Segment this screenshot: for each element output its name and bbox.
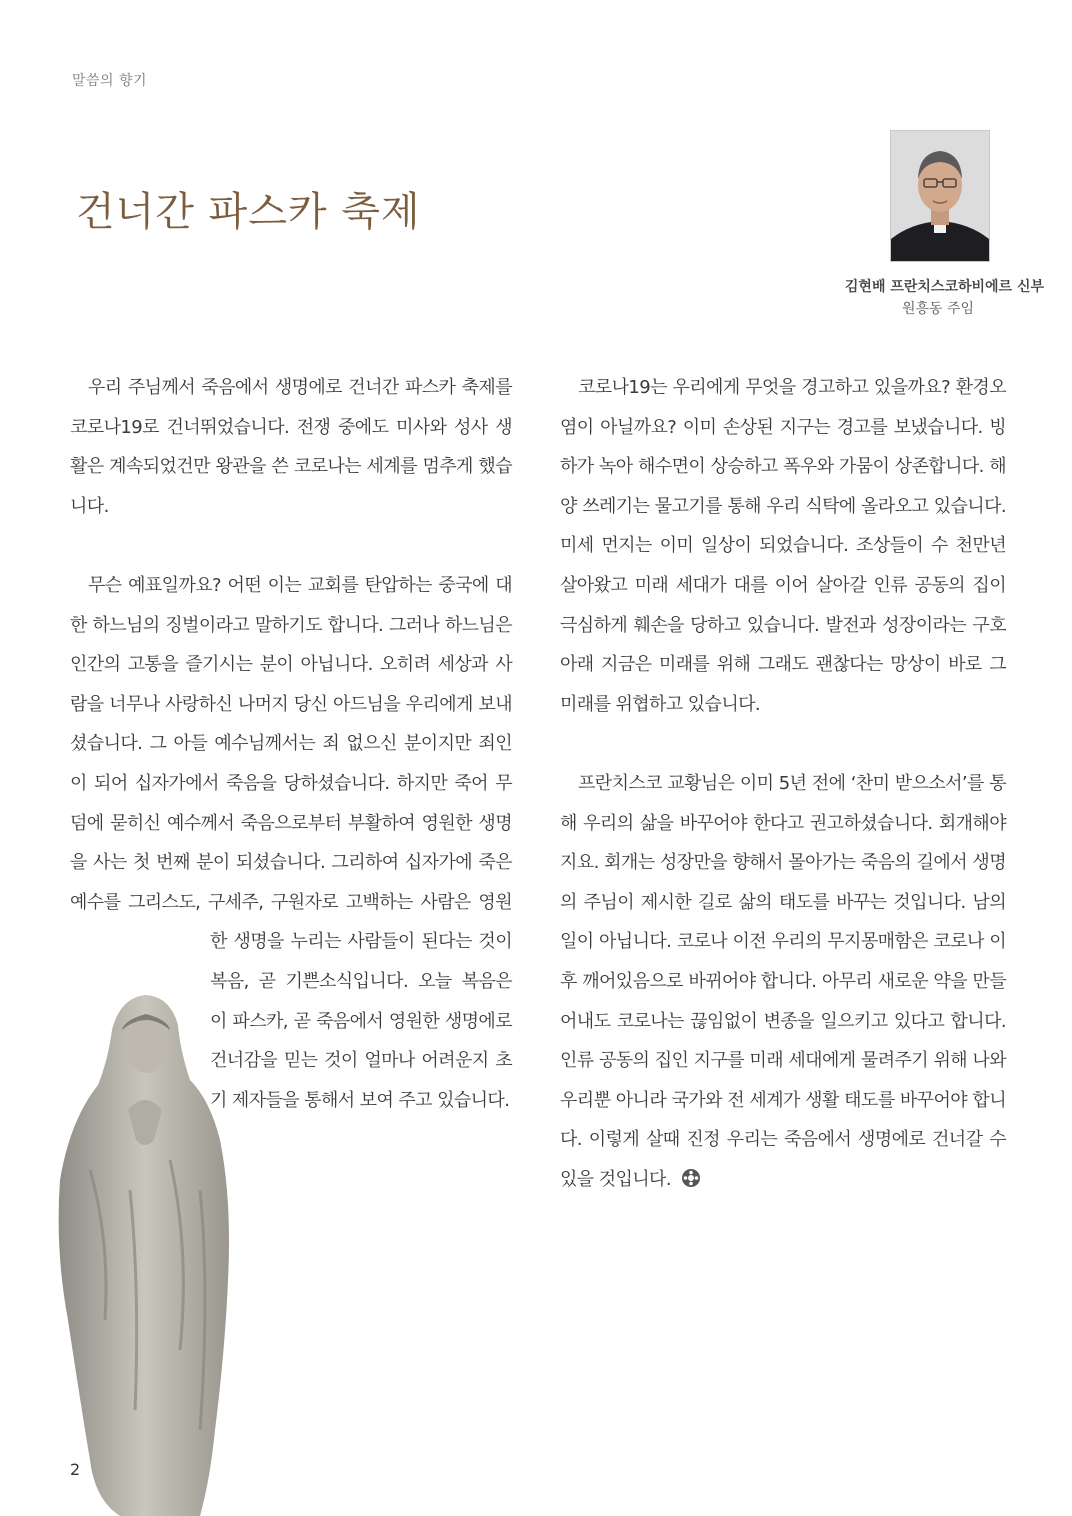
portrait-illustration bbox=[891, 131, 989, 261]
author-role: 원흥동 주임 bbox=[902, 301, 975, 317]
paragraph: 우리 주님께서 죽음에서 생명에로 건너간 파스카 축제를 코로나19로 건너뛰었습니다. 전쟁 중에도 미사와 성사 생활은 계속되었건만 왕관을 쓴 코로나는 세계를 멈추게 했습니다. bbox=[70, 377, 512, 517]
article-column-right bbox=[560, 368, 1006, 1199]
paragraph-text: 프란치스코 교황님은 이미 5년 전에 ‘찬미 받으소서’를 통해 우리의 삶을 바꾸어야 한다고 권고하셨습니다. 회개해야지요. 회개는 성장만을 향해서 몰아가는 죽음의 길에서 생명의 주님이 제시한 길로 삶의 태도를 바꾸는 것입니다. 남의 일이 아닙니다. 코로나 이전 우리의 무지몽매함은 코로나 이후 깨어있음으로 바뀌어야 합니다. 아무리 새로운 약을 만들어내도 코로나는 끊임없이 변종을 일으키고 있다고 합니다. 인류 공동의 집인 지구를 미래 세대에게 물려주기 위해 나와 우리뿐 아니라 국가와 전 세계가 생활 태도를 바꾸어야 합니다. 이렇게 살때 진정 우리는 죽음에서 생명에로 건너갈 수 있을 것입니다. bbox=[560, 772, 1006, 1190]
page-number: 2 bbox=[70, 1460, 81, 1479]
paragraph: 코로나19는 우리에게 무엇을 경고하고 있을까요? 환경오염이 아닐까요? 이미 손상된 지구는 경고를 보냈습니다. 빙하가 녹아 해수면이 상승하고 폭우와 가뭄이 상존합니다. 해양 쓰레기는 물고기를 통해 우리 식탁에 올라오고 있습니다. 미세 먼지는 이미 일상이 되었습니다. 조상들이 수 천만년 살아왔고 미래 세대가 대를 이어 살아갈 인류 공동의 집이 극심하게 훼손을 당하고 있습니다. 발전과 성장이라는 구호 아래 지금은 미래를 위해 그래도 괜찮다는 망상이 바로 그 미래를 위협하고 있습니다. bbox=[560, 377, 1006, 715]
author-name: 김현배 프란치스코하비에르 신부 bbox=[844, 279, 1044, 295]
section-label: 말씀의 향기 bbox=[72, 73, 148, 89]
paragraph bbox=[560, 764, 1006, 1200]
praying-statue-image bbox=[50, 990, 240, 1516]
paragraph-text: 무슨 예표일까요? 어떤 이는 교회를 탄압하는 중국에 대한 하느님의 징벌이라고 말하기도 합니다. 그러나 하느님은 인간의 고통을 즐기시는 분이 아닙니다. 오히려 세상과 사람을 너무나 사랑하신 나머지 당신 아드님을 우리에게 보내셨습니다. 그 아들 예수님께서는 죄 없으신 분이지만 죄인이 되어 십자가에서 죽음을 당하셨습니다. 하지만 죽어 무덤에 묻히신 예수께서 죽음으로부터 부활하여 영원한 생명을 사는 첫 번째 분이 되셨습니다. 그리하여 십자가에 죽은 예수를 그리스도, 구세주, 구원자로 고백하는 사람은 영원한 생명을 누리는 사람들이 된다는 것이 복음, 곧 기쁜소식입니다. 오늘 복음은 이 파스카, 곧 죽음에서 영원한 생명에로 건너감을 믿는 것이 얼마나 어려운지 초기 제자들을 통해서 보여 주고 있습니다. bbox=[70, 574, 512, 1111]
author-portrait bbox=[890, 130, 990, 262]
end-mark-icon bbox=[681, 1168, 701, 1188]
article-title: 건너간 파스카 축제 bbox=[76, 189, 421, 235]
